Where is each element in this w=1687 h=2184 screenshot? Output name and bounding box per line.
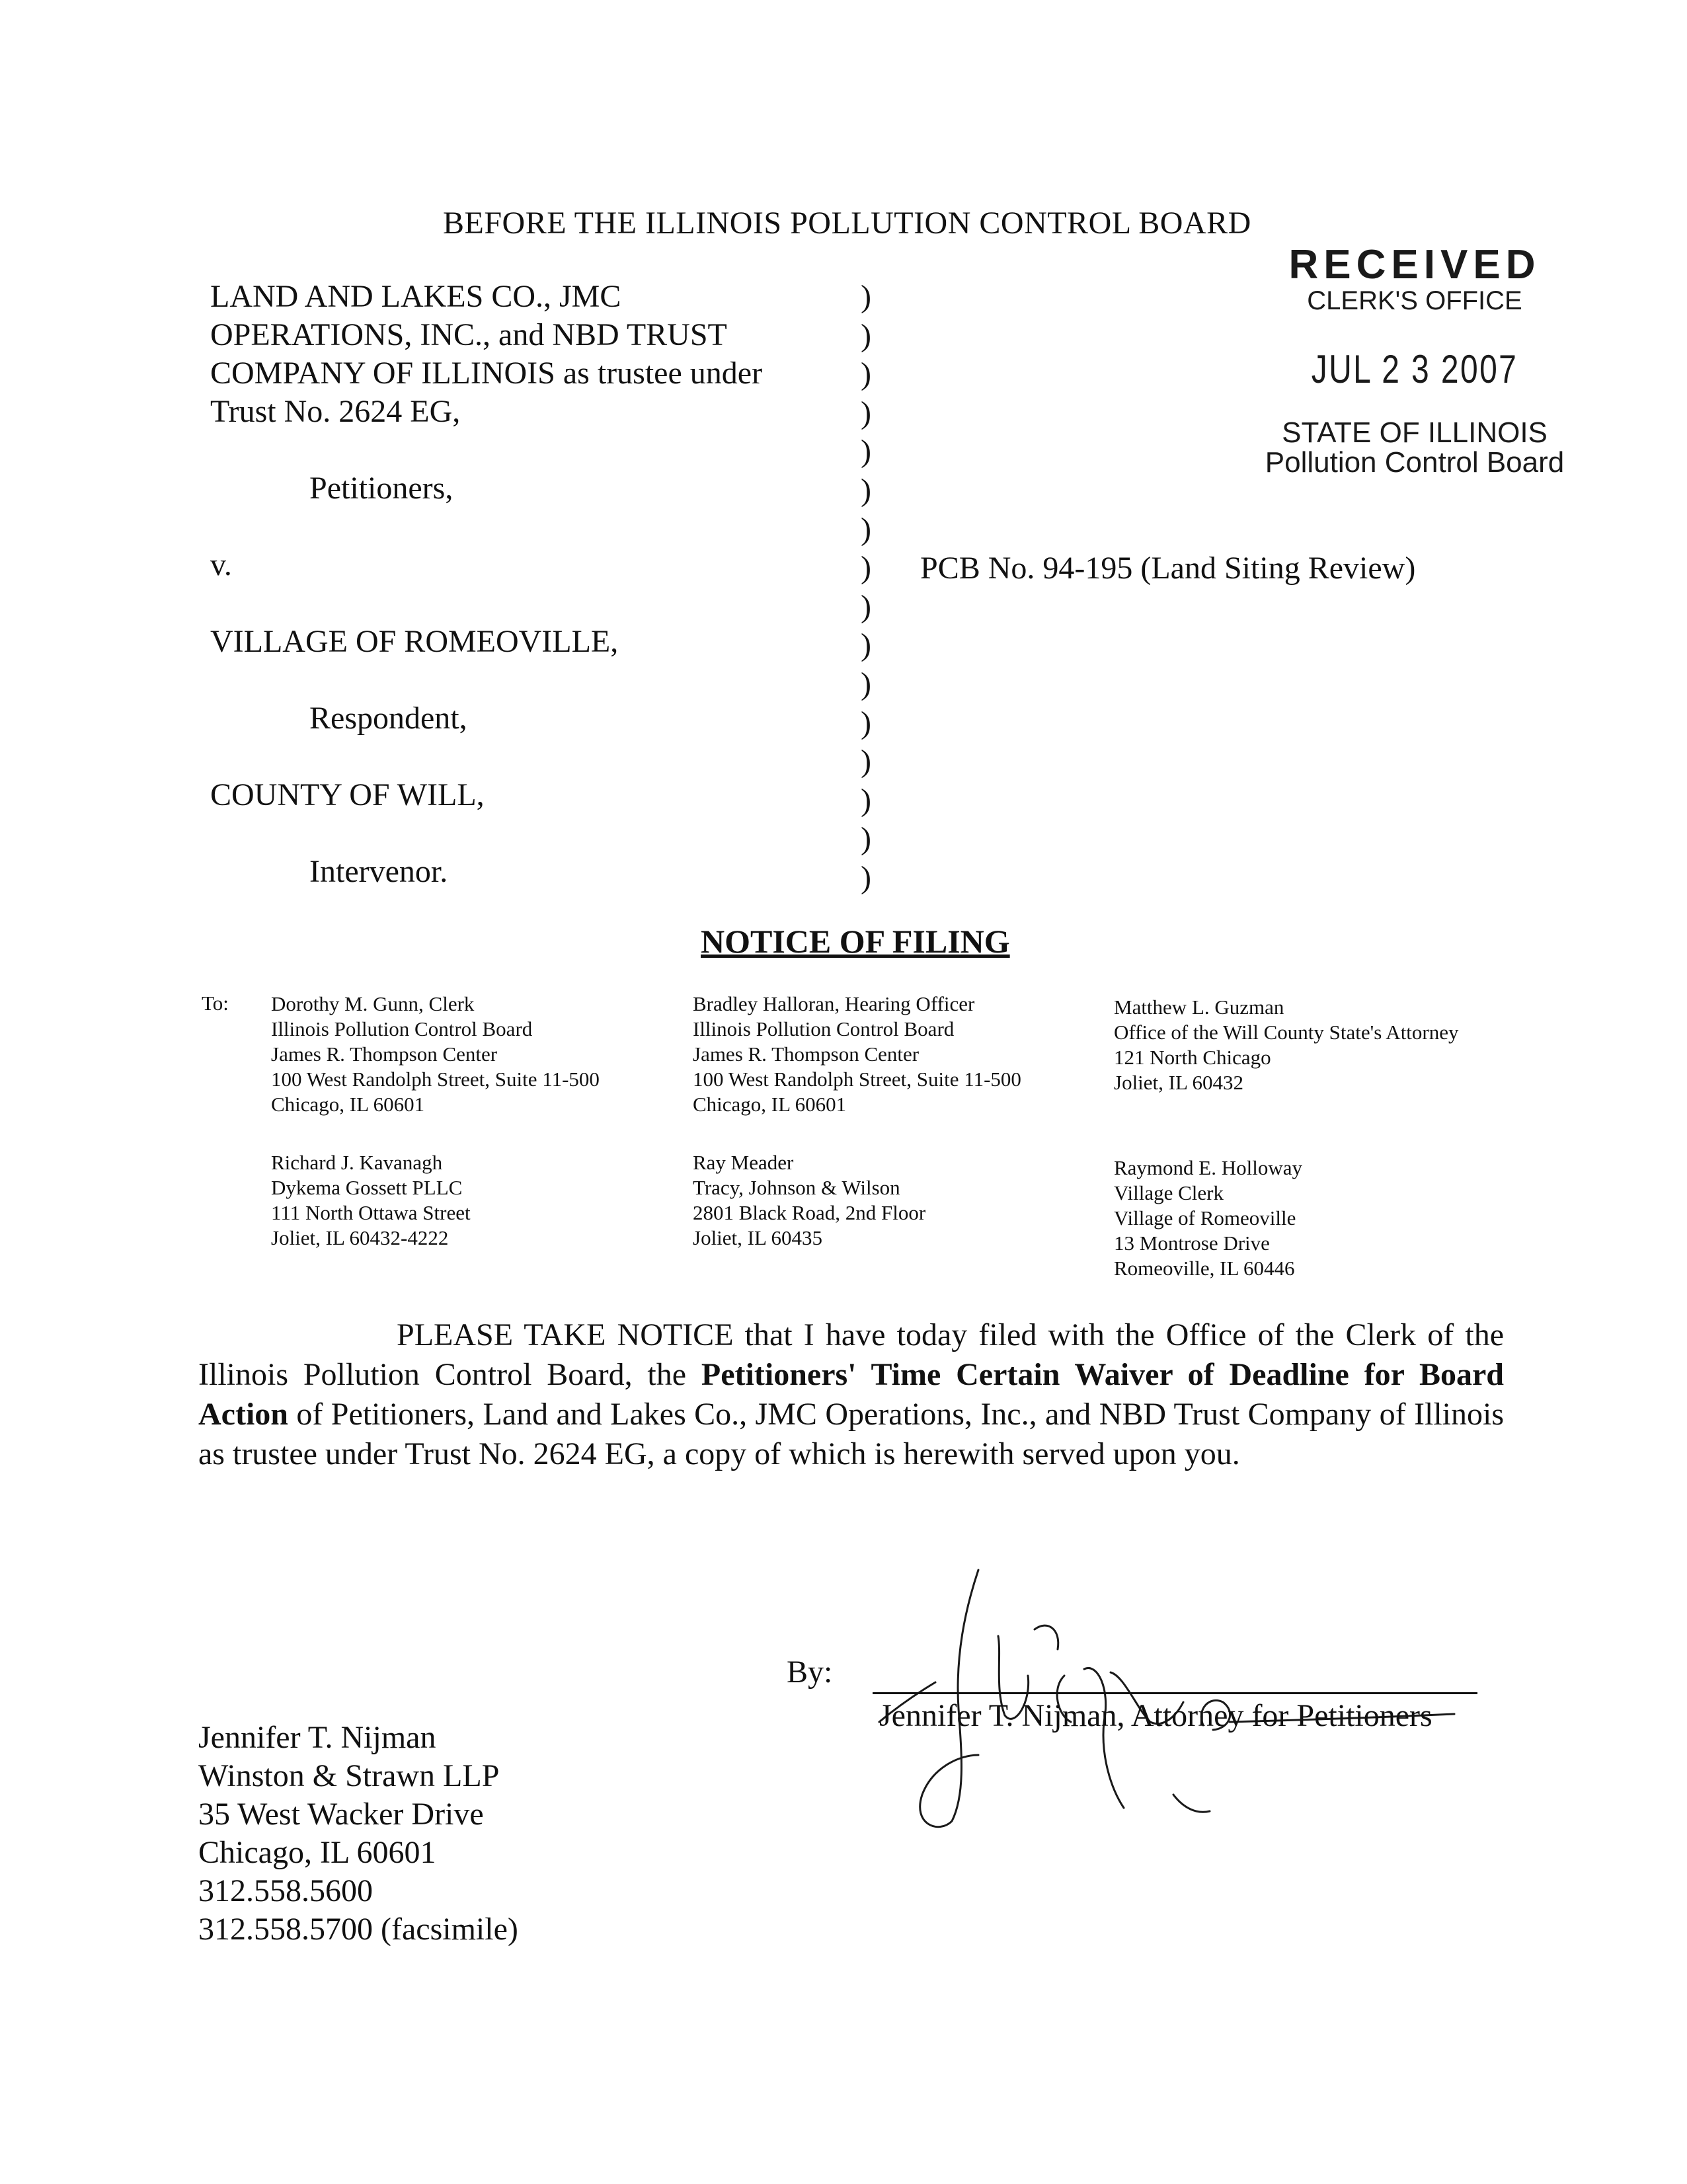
stamp-state: STATE OF ILLINOIS [1282, 416, 1548, 449]
versus: v. [210, 547, 232, 582]
notice-body [198, 1315, 1504, 1474]
paren: ) [861, 356, 871, 392]
address-line: Matthew L. Guzman [1114, 995, 1284, 1019]
address-line: 111 North Ottawa Street [271, 1201, 471, 1224]
paren: ) [861, 434, 871, 469]
address-line: Village Clerk [1114, 1181, 1224, 1204]
address-line: Ray Meader [693, 1151, 794, 1174]
paren: ) [861, 705, 871, 740]
address-line: 100 West Randolph Street, Suite 11-500 [271, 1068, 600, 1091]
paren: ) [861, 821, 871, 857]
address-line: 2801 Black Road, 2nd Floor [693, 1201, 926, 1224]
paren: ) [861, 588, 871, 624]
paren: ) [861, 666, 871, 701]
petitioner-line: Trust No. 2624 EG, [210, 394, 461, 429]
attorney-line: 35 West Wacker Drive [198, 1797, 484, 1832]
notice-text: PLEASE TAKE NOTICE that I have today filed with the Office of the Clerk of the Illinois Pollution Control Board, the [198, 1317, 1504, 1392]
address-line: Raymond E. Holloway [1114, 1156, 1302, 1179]
address-line: Village of Romeoville [1114, 1206, 1296, 1229]
address-line: Dorothy M. Gunn, Clerk [271, 992, 475, 1015]
address-line: James R. Thompson Center [693, 1042, 920, 1066]
signature-line [873, 1692, 1477, 1694]
board-title: BEFORE THE ILLINOIS POLLUTION CONTROL BOARD [443, 206, 1251, 241]
address-line: Chicago, IL 60601 [271, 1093, 425, 1116]
address-line: Chicago, IL 60601 [693, 1093, 847, 1116]
paren: ) [861, 317, 871, 353]
paren: ) [861, 279, 871, 314]
paren: ) [861, 472, 871, 508]
notice-text: of Petitioners, Land and Lakes Co., JMC Operations, Inc., and NBD Trust Company of Illinois as trustee under Trust No. 2624 EG, a copy of which is herewith served upon you. [198, 1397, 1504, 1471]
paren: ) [861, 859, 871, 895]
attorney-line: 312.558.5700 (facsimile) [198, 1912, 518, 1947]
paren: ) [861, 511, 871, 547]
address-line: Bradley Halloran, Hearing Officer [693, 992, 975, 1015]
address-line: Joliet, IL 60432-4222 [271, 1226, 449, 1249]
stamp-clerks-office: CLERK'S OFFICE [1307, 286, 1522, 315]
respondent-role: Respondent, [309, 701, 467, 736]
paren: ) [861, 744, 871, 779]
filed-document-title: Petitioners' Time Certain Waiver of Deadline for Board Action [198, 1357, 1504, 1432]
case-caption [210, 278, 762, 891]
recipient-address [1114, 995, 1459, 1095]
address-line: Joliet, IL 60432 [1114, 1071, 1244, 1094]
intervenor-role: Intervenor. [309, 854, 448, 889]
paren: ) [861, 627, 871, 663]
paren: ) [861, 550, 871, 586]
recipient-address [693, 1150, 925, 1251]
notice-heading: NOTICE OF FILING [701, 923, 1010, 960]
address-line: Dykema Gossett PLLC [271, 1176, 463, 1199]
address-line: Illinois Pollution Control Board [693, 1017, 955, 1040]
petitioners-role: Petitioners, [309, 471, 453, 506]
by-label: By: [787, 1655, 833, 1690]
petitioner-line: LAND AND LAKES CO., JMC [210, 279, 621, 314]
respondent-name: VILLAGE OF ROMEOVILLE, [210, 624, 619, 659]
address-line: Richard J. Kavanagh [271, 1151, 443, 1174]
caption-parentheses [861, 278, 871, 898]
stamp-date: JUL 2 3 2007 [1311, 347, 1518, 391]
stamp-board: Pollution Control Board [1265, 446, 1565, 479]
stamp-received: RECEIVED [1288, 242, 1541, 288]
address-line: Illinois Pollution Control Board [271, 1017, 533, 1040]
intervenor-name: COUNTY OF WILL, [210, 777, 485, 812]
address-line: Joliet, IL 60435 [693, 1226, 823, 1249]
address-line: Office of the Will County State's Attorney [1114, 1021, 1459, 1044]
paren: ) [861, 782, 871, 818]
recipient-address [271, 992, 600, 1117]
petitioner-line: OPERATIONS, INC., and NBD TRUST [210, 317, 727, 352]
attorney-line: 312.558.5600 [198, 1873, 373, 1908]
address-line: Tracy, Johnson & Wilson [693, 1176, 900, 1199]
attorney-contact-block [198, 1719, 518, 1949]
signature-graphic [873, 1557, 1468, 1834]
address-line: 121 North Chicago [1114, 1046, 1271, 1069]
to-label: To: [202, 992, 229, 1015]
attorney-line: Winston & Strawn LLP [198, 1758, 500, 1793]
address-line: 100 West Randolph Street, Suite 11-500 [693, 1068, 1021, 1091]
address-line: 13 Montrose Drive [1114, 1231, 1270, 1255]
recipient-address [271, 1150, 471, 1251]
case-number: PCB No. 94-195 (Land Siting Review) [920, 551, 1416, 586]
paren: ) [861, 395, 871, 430]
petitioner-line: COMPANY OF ILLINOIS as trustee under [210, 356, 763, 391]
recipient-address [693, 992, 1021, 1117]
attorney-line: Chicago, IL 60601 [198, 1835, 436, 1870]
received-stamp [1243, 242, 1587, 479]
recipient-address [1114, 1155, 1302, 1281]
address-line: James R. Thompson Center [271, 1042, 498, 1066]
address-line: Romeoville, IL 60446 [1114, 1257, 1295, 1280]
signature-caption: Jennifer T. Nijman, Attorney for Petitioners [879, 1698, 1432, 1733]
attorney-line: Jennifer T. Nijman [198, 1720, 436, 1755]
